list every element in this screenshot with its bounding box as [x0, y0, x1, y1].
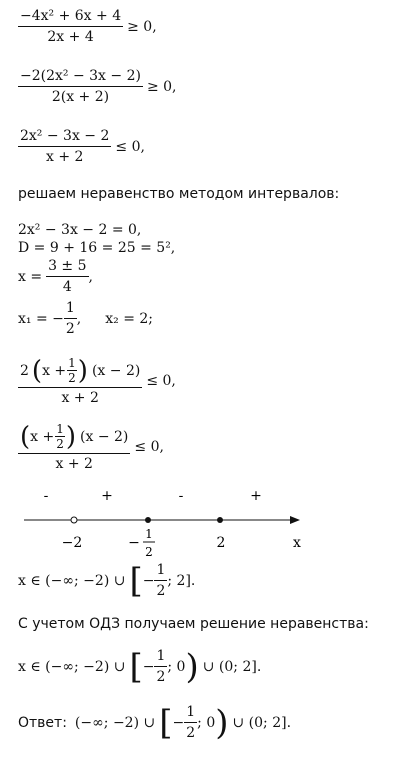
relation: ≤ 0,: [134, 439, 164, 455]
relation: ≥ 0,: [146, 78, 177, 95]
bracket-open: [: [159, 702, 173, 743]
fraction: [18, 8, 123, 45]
number-line: [0, 480, 401, 570]
roots-lhs: x =: [18, 268, 43, 285]
paren-close: ): [77, 355, 88, 386]
denominator: 2(x + 2): [51, 89, 110, 105]
half-fraction: [154, 648, 167, 685]
denominator: x + 2: [61, 390, 99, 406]
denominator: 2: [156, 583, 166, 599]
tick-label-minus-2: −2: [61, 535, 83, 551]
paren-open: (: [20, 421, 31, 452]
factor-inner: x +: [42, 362, 67, 379]
numerator: −4x² + 6x + 4: [18, 8, 123, 27]
root-x1-lhs: x₁ = −: [18, 310, 64, 327]
fraction: [18, 68, 143, 105]
set-mid: ; 0: [167, 658, 186, 675]
relation: ≥ 0,: [127, 18, 157, 35]
sign-interval-4: +: [250, 488, 262, 504]
denominator: 4: [62, 279, 72, 295]
fraction: [18, 422, 130, 472]
fraction: [18, 128, 111, 165]
odz-text: С учетом ОДЗ получаем решение неравенства:: [18, 616, 369, 632]
neg-sign: −: [142, 658, 155, 675]
numerator: 1: [64, 300, 77, 319]
inequality-step-2: [18, 68, 177, 105]
roots-fraction: [46, 258, 88, 295]
numerator: [18, 356, 142, 388]
half-fraction: [184, 704, 197, 741]
roots-formula: [18, 258, 93, 295]
denominator: 2: [68, 371, 76, 385]
set-lead: x ∈ (−∞; −2) ∪: [18, 658, 126, 675]
numerator: 1: [154, 562, 167, 581]
axis-arrow-icon: [290, 516, 300, 524]
tick-label-half-num: 1: [145, 527, 153, 541]
axis-label: x: [293, 535, 301, 551]
neg-sign: −: [142, 572, 155, 589]
coefficient: 2: [20, 362, 29, 379]
numerator: [18, 422, 130, 454]
paren-close: ): [215, 702, 229, 743]
discriminant: D = 9 + 16 = 25 = 5²,: [18, 240, 176, 256]
half-fraction: [55, 422, 65, 451]
answer-label: Ответ:: [18, 714, 67, 731]
factor: (x − 2): [80, 428, 129, 445]
numerator: 3 ± 5: [46, 258, 88, 277]
neg-sign: −: [172, 714, 185, 731]
paren-close: ): [65, 421, 77, 452]
set-tail: ∪ (0; 2].: [202, 658, 262, 675]
set-mid: ; 0: [197, 714, 216, 731]
numerator: 2x² − 3x − 2: [18, 128, 111, 147]
inequality-step-4: [18, 356, 176, 406]
denominator: 2: [186, 725, 196, 741]
inequality-step-3: [18, 128, 145, 165]
numerator: −2(2x² − 3x − 2): [18, 68, 143, 87]
point-filled: [145, 517, 151, 523]
method-text: решаем неравенство методом интервалов:: [18, 186, 340, 202]
root-x2: x₂ = 2;: [105, 310, 154, 327]
factor-inner: x +: [30, 428, 55, 445]
solution-set-1: [18, 562, 195, 599]
bracket-open: [: [129, 560, 143, 601]
denominator: x + 2: [45, 149, 84, 165]
half-fraction: [154, 562, 167, 599]
tick-label-half-den: 2: [145, 545, 153, 559]
set-tail: ; 2].: [167, 572, 196, 589]
tick-label-neg-sign: −: [128, 535, 140, 551]
point-open: [71, 517, 77, 523]
roots-values: [18, 300, 153, 337]
denominator: x + 2: [55, 456, 93, 472]
inequality-step-1: [18, 8, 157, 45]
factor: (x − 2): [91, 362, 141, 379]
sign-interval-2: +: [101, 488, 113, 504]
paren-close: ): [185, 646, 199, 687]
denominator: 2: [65, 321, 75, 337]
denominator: 2x + 4: [47, 29, 94, 45]
solution-set-2: [18, 648, 261, 685]
sign-interval-3: -: [178, 488, 184, 504]
punct: ,: [88, 268, 93, 285]
numerator: 1: [68, 356, 76, 370]
half-fraction: [67, 356, 77, 385]
quadratic-equation: 2x² − 3x − 2 = 0,: [18, 222, 142, 238]
bracket-open: [: [129, 646, 143, 687]
numerator: 1: [184, 704, 197, 723]
paren-open: (: [31, 355, 43, 386]
relation: ≤ 0,: [115, 138, 145, 155]
denominator: 2: [56, 437, 64, 451]
set-lead: (−∞; −2) ∪: [74, 714, 156, 731]
root-x1-fraction: [64, 300, 77, 337]
fraction: [18, 356, 142, 406]
set-tail: ∪ (0; 2].: [232, 714, 292, 731]
numerator: 1: [154, 648, 167, 667]
denominator: 2: [156, 669, 166, 685]
set-lead: x ∈ (−∞; −2) ∪: [18, 572, 126, 589]
sign-interval-1: -: [43, 488, 49, 504]
point-filled: [217, 517, 223, 523]
inequality-step-5: [18, 422, 164, 472]
tick-label-2: 2: [216, 535, 226, 551]
answer: [18, 704, 291, 741]
relation: ≤ 0,: [146, 373, 176, 389]
numerator: 1: [56, 422, 64, 436]
punct: ,: [76, 310, 82, 327]
